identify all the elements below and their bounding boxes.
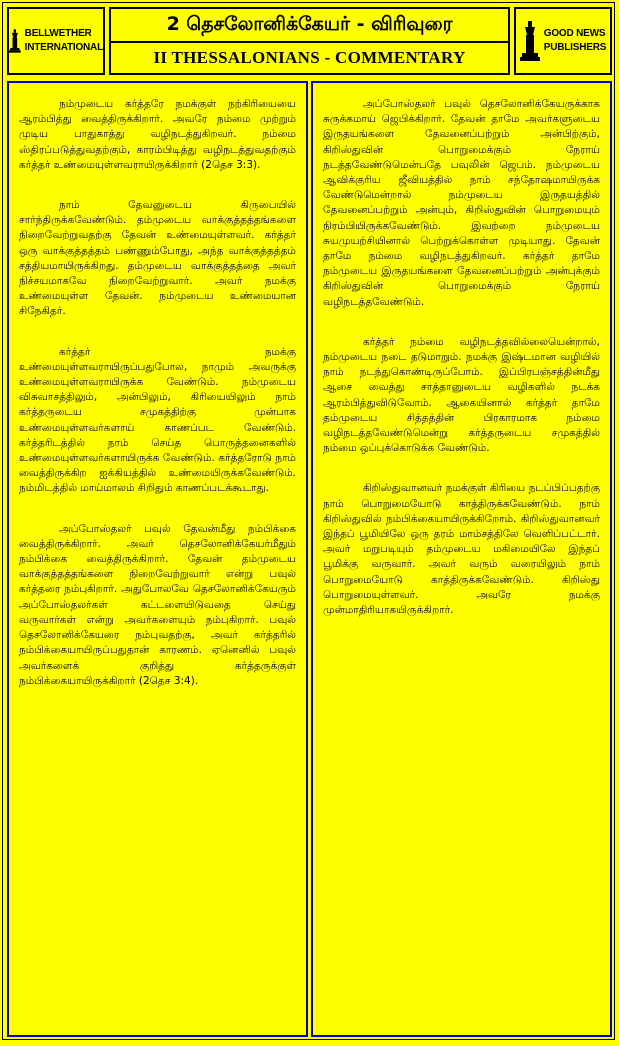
title-box [109,7,510,75]
page [2,2,615,1040]
good-news-logo-text [544,27,606,55]
right-column [311,81,612,1037]
paragraph: நாம் தேவனுடைய கிருபையில் சார்ந்திருக்கவேண்டும். தம்முடைய வாக்குத்தத்தங்களை நிறைவேற்றுவதற்கு தேவன் உண்மையுள்ளவர். கர்த்தர் ஒரு வாக்குத்தத்தம் பண்ணும்போது, அந்த வாக்குத்தத்தம் சத்தியமாயிருக்கிறது. தம்முடைய வாக்குத்தத்தை அவர் நிச்சயமாகவே நிறைவேற்றுவார். அவர் நமக்கு உண்மையுள்ள தேவன். நம்முடைய உண்மையான சிநேகிதர். [19,199,296,318]
header [7,7,612,75]
tower-icon [9,19,21,63]
paragraph: நம்முடைய கர்த்தரே நமக்குள் நற்கிரியையை ஆரம்பித்து வைத்திருக்கிறார். அவரே நம்மை முற்றும் முடிய பாதுகாத்து வழிநடத்துகிறவர். நம்மை ஸ்திரப்படுத்துவதற்கும், காரம்பிடித்து வழிநடத்துவதற்கும் கர்த்தர் உண்மையுள்ளவராயிருக்கிறார் (2தெச 3:3). [19,98,296,171]
paragraph: கிறிஸ்துவானவர் நமக்குள் கிரியை நடப்பிப்பதற்கு நாம் பொறுமையோடு காத்திருக்கவேண்டும். நாம் கிறிஸ்துவில் நம்பிக்கையாயிருக்கிறோம். கிறிஸ்துவானவர் இந்தப் பூமியிலே ஒரு தரம் மாம்சத்திலே வெளிப்பட்டார். அவர் மறுபடியும் தம்முடைய மகிமையிலே இந்தப் பூமிக்கு வருவார். அவர் வரும் வரையிலும் நாம் பொறுமையோடு காத்திருக்கவேண்டும். கிறிஸ்து பொறுமையுள்ளவர். அவரே நமக்கு முன்மாதிரியாகயிருக்கிறார். [323,482,600,617]
bellwether-line2: INTERNATIONAL [24,42,103,53]
paragraph: கர்த்தர் நமக்கு உண்மையுள்ளவராயிருப்பதுபோல, நாமும் அவருக்கு உண்மையுள்ளவராயிருக்க வேண்டும். நம்முடைய விசுவாசத்திலும், அன்பிலும், கிரியையிலும் நாம் கர்த்தருடைய சமுகத்திற்கு முன்பாக உண்மையுள்ளவர்களாய் காணப்பட வேண்டும். கர்த்தரிடத்தில் நாம் செய்த பொருத்தனைகளில் உண்மையுள்ளவர்களாயிருக்க வேண்டும். கர்த்தரோடு நாம் வைத்திருக்கிற ஐக்கியத்தில் உண்மையிருக்கவேண்டும். நம்மிடத்தில் மாய்மாலம் சிறிதும் காணப்படக்கூடாது. [19,345,296,495]
bellwether-logo-text [25,27,103,55]
good-news-line2: PUBLISHERS [543,42,607,53]
tower-icon [520,19,540,63]
title-english: II THESSALONIANS - COMMENTARY [153,48,466,67]
good-news-logo [514,7,612,75]
content-columns [7,81,612,1037]
left-column [7,81,308,1037]
bellwether-line1: BELLWETHER [24,28,92,39]
paragraph: அப்போஸ்தலர் பவுல் தேவன்மீது நம்பிக்கை வைத்திருக்கிறார். அவர் தெசலோனிக்கேயர்மீதும் நம்பிக்கை வைத்திருக்கிறார். தேவன் தம்முடைய வாக்குத்தத்தங்களை நிறைவேற்றுவார் என்று பவுல் கர்த்தரை நம்புகிறார். அதுபோலவே தெசலோனிக்கேயரும் அப்போஸ்தலர்கள் கட்டளையிடுவதை செய்து வருவார்கள் என்று அவர்களையும் நம்புகிறார். பவுல் தெசலோனிக்கேயரை நம்புவதற்கு, அவர் கர்த்தரில் நம்பிக்கையாயிருப்பதுதான் காரணம். ஏனெனில் பவுல் அவர்களைக் குறித்து கர்த்தருக்குள் நம்பிக்கையாயிருக்கிறார் (2தெச 3:4). [19,522,296,687]
title-tamil: 2 தெசலோனிக்கேயர் - விரிவுரை [111,9,508,43]
good-news-line1: GOOD NEWS [543,28,606,39]
bellwether-logo [7,7,105,75]
paragraph: அப்போஸ்தலர் பவுல் தெசலோனிக்கேயருக்காக சுருக்கமாய் ஜெபிக்கிறார். தேவன் தாமே அவர்களுடைய இருதயங்களை தேவனைப்பற்றும் அன்பிற்கும், கிறிஸ்துவின் பொறுமைக்கும் நேராய் நடத்தவேண்டுமென்பதே பவுலின் ஜெபம். நம்முடைய ஆவிக்குரிய ஜீவியத்தில் நாம் சந்தோஷமாயிருக்க வேண்டுமென்றால் நம்முடைய இருதயத்தில் தேவனைப்பற்றும் அன்பும், கிறிஸ்துவின் பொறுமையும் நிரம்பியிருக்கவேண்டும். இவற்றை நம்முடைய சுயமுயற்சியினால் பெற்றுக்கொள்ள முடியாது. தேவன் தாமே நம்மை வழிநடத்துகிறவர். கர்த்தர் தாமே நம்முடைய இருதயங்களை தேவனைப்பற்றும் அன்புக்கும் கிறிஸ்துவின் பொறுமைக்கும் நேராய் வழிநடத்தவேண்டும். [323,98,600,308]
paragraph: கர்த்தர் நம்மை வழிநடத்தவில்லையென்றால், நம்முடைய நடை தடுமாறும். நமக்கு இஷ்டமான வழியில் நாம் நடந்துகொண்டிருப்போம். இப்பிரபஞ்சத்தின்மீது ஆசை வைத்து சாத்தானுடைய வழிகளில் நடக்க ஆரம்பித்துவிடுவோம். ஆகையினால் கர்த்தர் தாமே தம்முடைய சித்தத்தின் பிரகாரமாக நம்மை வழிநடத்தவேண்டுமென்று கர்த்தருடைய சமுகத்தில் நம்மை ஒப்புக்கொடுக்க வேண்டும். [323,335,600,455]
